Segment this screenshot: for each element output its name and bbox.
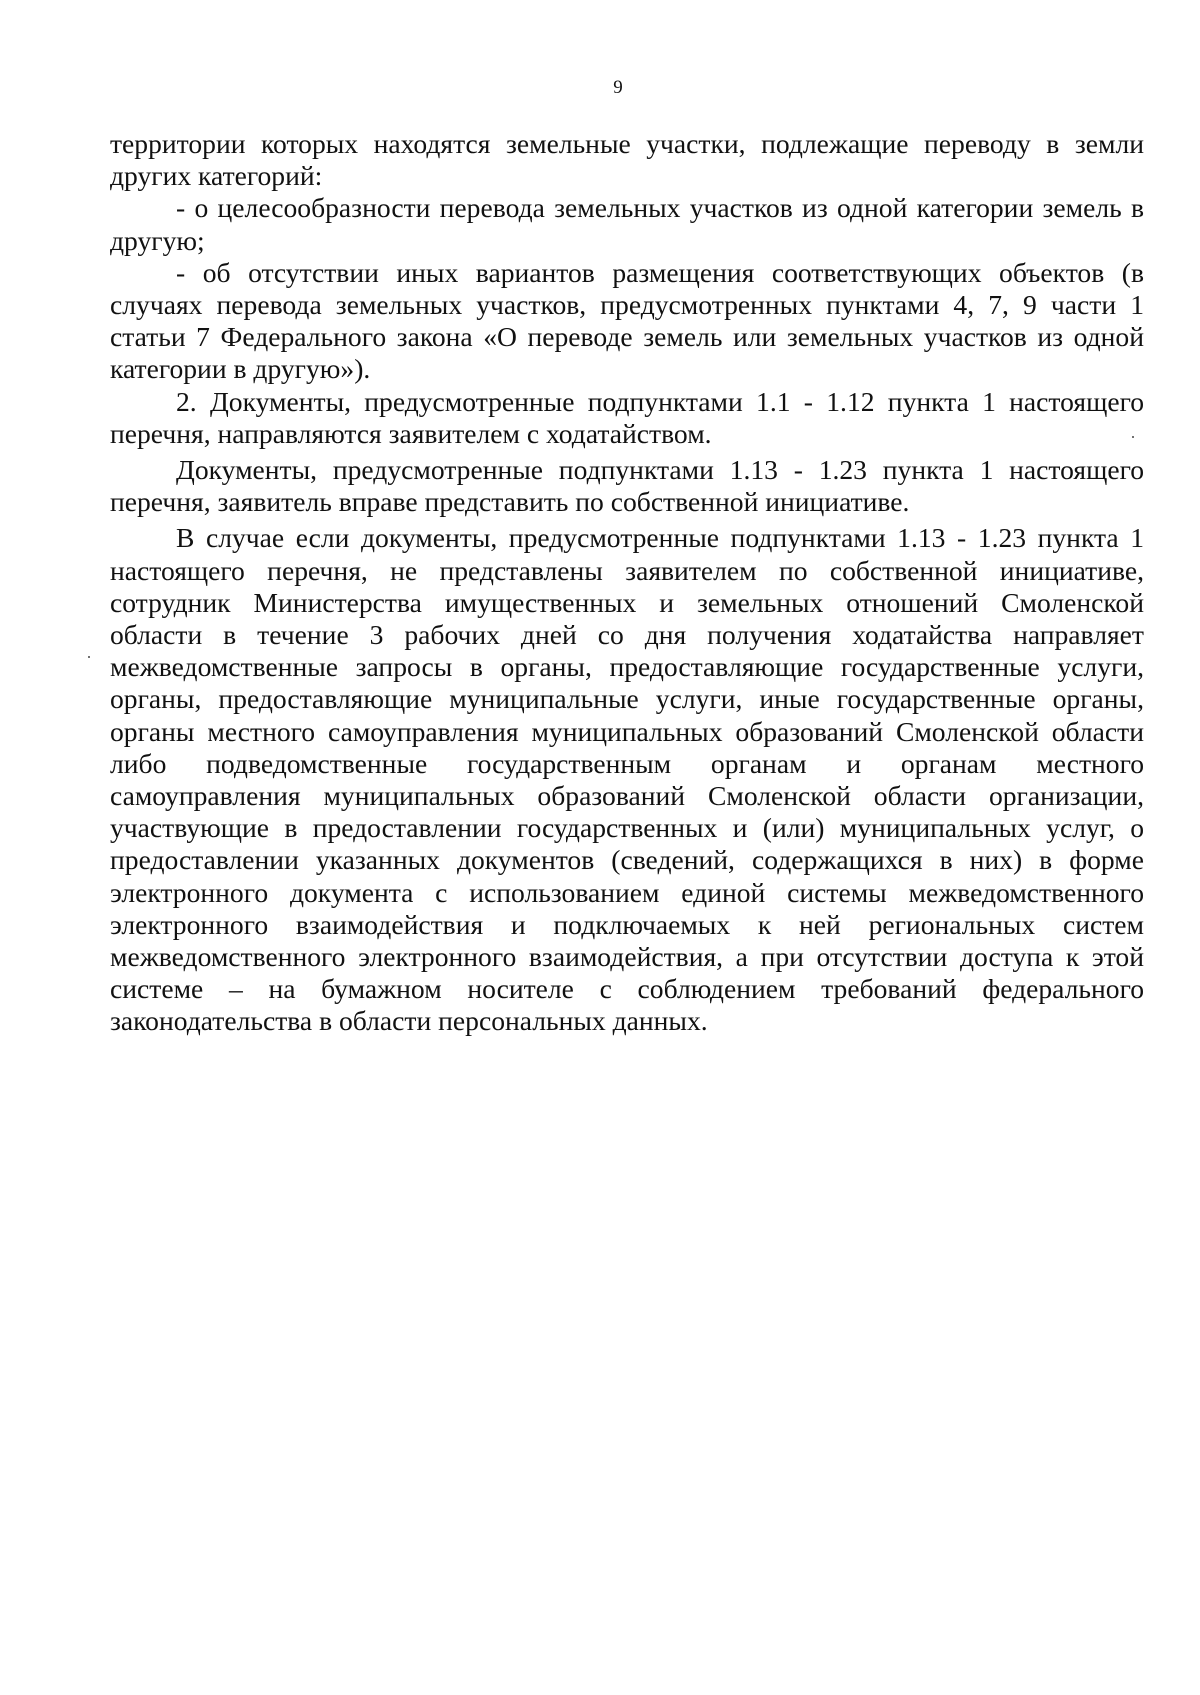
paragraph-interagency-requests: В случае если документы, предусмотренные подпунктами 1.13 - 1.23 пункта 1 настоящего перечня, не представлены заявителем по собственной инициативе, сотрудник Министерства имущественных и земельных отношений Смоленской области в течение 3 рабочих дней со дня получения ходатайства направляет межведомственные запросы в органы, предоставляющие государственные услуги, органы, предоставляющие муниципальные услуги, иные государственные органы, органы местного самоуправления муниципальных образований Смоленской области либо подведомственные государственным органам и органам местного самоуправления муниципальных образований Смоленской области организации, участвующие в предоставлении государственных и (или) муниципальных услуг, о предоставлении указанных документов (сведений, содержащихся в них) в форме электронного документа с использованием единой системы межведомственного электронного взаимодействия и подключаемых к ней региональных систем межведомственного электронного взаимодействия, а при отсутствии доступа к этой системе – на бумажном носителе с соблюдением требований федерального законодательства в области персональных данных. [110,522,1144,1037]
paragraph-list-item-expediency: - о целесообразности перевода земельных участков из одной категории земель в другую; [110,192,1144,256]
paragraph-item-2: 2. Документы, предусмотренные подпунктами 1.1 - 1.12 пункта 1 настоящего перечня, направляются заявителем с ходатайством. [110,385,1144,449]
document-body [110,128,1144,1038]
paragraph-list-item-alternatives: - об отсутствии иных вариантов размещения соответствующих объектов (в случаях перевода земельных участков, предусмотренных пунктами 4, 7, 9 части 1 статьи 7 Федерального закона «О переводе земель или земельных участков из одной категории в другую»). [110,256,1144,385]
paragraph-optional-documents: Документы, предусмотренные подпунктами 1.13 - 1.23 пункта 1 настоящего перечня, заявитель вправе представить по собственной инициативе. [110,454,1144,518]
scan-speck [1132,436,1134,438]
scan-speck [88,656,90,658]
paragraph-continuation: территории которых находятся земельные участки, подлежащие переводу в земли других категорий: [110,128,1144,192]
page-number: 9 [613,77,623,98]
